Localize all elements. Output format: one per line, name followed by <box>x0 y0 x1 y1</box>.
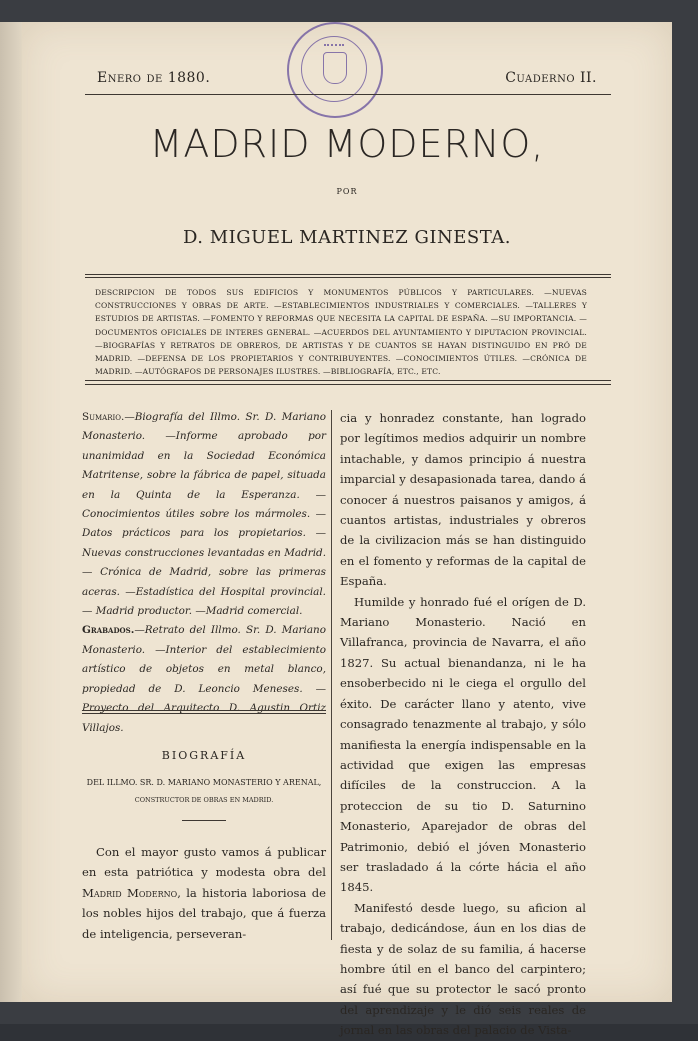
right-column <box>340 408 586 1041</box>
masthead-rule <box>85 94 611 95</box>
issue-contents <box>82 408 326 738</box>
biography-subtitle-2: CONSTRUCTOR DE OBRAS EN MADRID. <box>134 796 274 804</box>
right-paragraph-1: cia y honradez constante, han logrado por legítimos medios adquirir un nombre intachable, y damos principio á nuestra imparcial y desapasionada tarea, dando á conocer á nuestros paisanos y amigos, á cuantos artistas, industriales y obreros de la civilizacion más se han distinguido en el fomento y reformas de la capital de España. <box>340 411 586 589</box>
biography-paragraph <box>82 842 326 944</box>
biography-subtitle: DEL ILLMO. SR. D. MARIANO MONASTERIO Y ARENAL, <box>86 778 322 787</box>
bio-text-b: , la historia laboriosa de los nobles hijos del trabajo, que á fuerza de inteligencia, perseveran- <box>82 885 326 941</box>
contents-summary: DESCRIPCION DE TODOS SUS EDIFICIOS Y MONUMENTOS PÚBLICOS Y PARTICULARES. —NUEVAS CONSTRUCCIONES Y OBRAS DE ARTE. —ESTABLECIMIENTOS INDUSTRIALES Y COMERCIALES. —TALLERES Y ESTUDIOS DE ARTISTAS. —FOMENTO Y REFORMAS QUE NECESITA LA CAPITAL DE ESPAÑA. —SU IMPORTANCIA. —DOCUMENTOS OFICIALES DE INTERES GENERAL. —ACUERDOS DEL AYUNTAMIENTO Y DIPUTACION PROVINCIAL. —BIOGRAFÍAS Y RETRATOS DE OBREROS, DE ARTISTAS Y DE CUANTOS SE HAYAN DISTINGUIDO EN PRÓ DE MADRID. —DEFENSA DE LOS PROPIETARIOS Y CONTRIBUYENTES. —CONOCIMIENTOS ÚTILES. —CRÓNICA DE MADRID. —AUTÓGRAFOS DE PERSONAJES ILUSTRES. —BIBLIOGRAFÍA, ETC., ETC. <box>95 288 587 377</box>
summary-top-rule-2 <box>85 277 611 278</box>
issue-date: Enero de 1880. <box>97 70 211 86</box>
right-paragraph-2: Humilde y honrado fué el orígen de D. Mariano Monasterio. Nació en Villafranca, provincia de Navarra, el año 1827. Su actual bienandanza, ni le ha ensoberbecido ni le ciega el orgullo del éxito. De carácter llano y atento, vive consagrado tenazmente al trabajo, y sólo manifiesta la energía indispensable en la actividad que exigen las empresas difíciles de la construccion. A la proteccion de su tio D. Saturnino Monasterio, Aparejador de obras del Patrimonio, debió el jóven Monasterio ser trasladado á la córte hácia el año 1845. <box>340 594 586 895</box>
document-page <box>22 22 672 1038</box>
summary-top-rule <box>85 274 611 275</box>
library-stamp <box>287 22 383 118</box>
author-name: D. MIGUEL MARTINEZ GINESTA. <box>183 227 511 248</box>
left-section-rule <box>82 710 326 711</box>
sumario-text: —Biografía del Illmo. Sr. D. Mariano Monasterio. —Informe aprobado por unanimidad en la Sociedad Económica Matritense, sobre la fábrica de papel, situada en la Quinta de la Esperanza. —Conocimientos útiles sobre los mármoles. —Datos prácticos para los propietarios. —Nuevas construcciones levantadas en Madrid. — Crónica de Madrid, sobre las primeras aceras. —Estadística del Hospital provincial. — Madrid productor. —Madrid comercial. <box>82 411 326 618</box>
page-left-edge <box>0 22 22 1002</box>
summary-bottom-rule <box>85 380 611 381</box>
summary-bottom-rule-2 <box>85 384 611 385</box>
right-paragraph-3: Manifestó desde luego, su aficion al trabajo, dedicándose, áun en los dias de fiesta y de solaz de su familia, á hacerse hombre útil en el banco del carpintero; así fué que su protector le sacó pronto del aprendizaje y le dió seis reales de jornal en las obras del palacio de Vista- <box>340 900 586 1038</box>
stamp-crest-icon <box>323 52 347 84</box>
bio-text-title: Madrid Moderno <box>82 885 178 900</box>
biography-heading: BIOGRAFÍA <box>161 749 247 762</box>
column-divider <box>331 410 332 940</box>
issue-number: Cuaderno II. <box>505 70 597 86</box>
biography-short-rule <box>182 820 226 821</box>
by-line-label: POR <box>336 187 358 196</box>
left-section-rule-2 <box>82 713 326 714</box>
bio-text-a: Con el mayor gusto vamos á publicar en esta patriótica y modesta obra del <box>82 845 326 880</box>
publication-title: MADRID MODERNO, <box>149 122 545 166</box>
grabados-label: Grabados. <box>82 624 135 637</box>
grabados-text: —Retrato del Illmo. Sr. D. Mariano Monasterio. —Interior del establecimiento artístico de objetos en metal blanco, propiedad de D. Leoncio Meneses. — Proyecto del Arquitecto D. Agustin Ortiz Villajos. <box>82 624 326 734</box>
sumario-label: Sumario. <box>82 411 125 423</box>
